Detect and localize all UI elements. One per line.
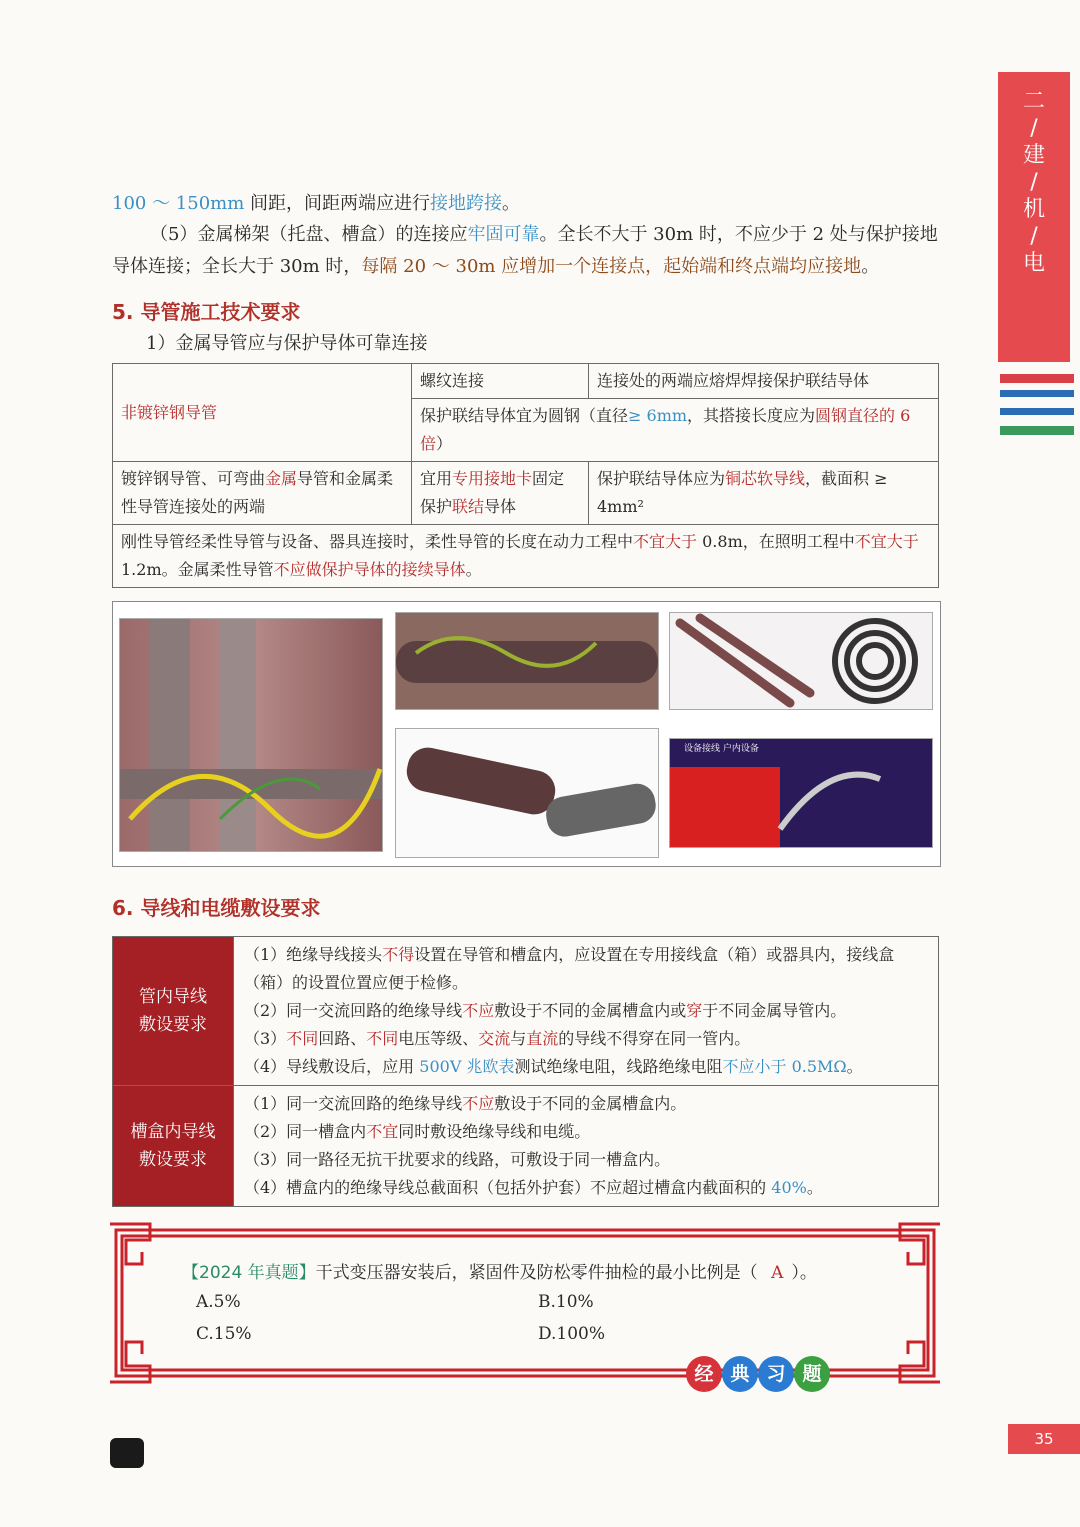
- question-text: 干式变压器安装后，紧固件及防松零件抽检的最小比例是（: [315, 1263, 758, 1283]
- row-head-in-conduit: 管内导线 敷设要求: [113, 937, 234, 1086]
- text-segment: 。: [861, 256, 880, 277]
- text-segment: 牢固可靠: [467, 224, 540, 245]
- text-segment: 专用接地卡: [452, 469, 533, 488]
- text-segment: 不宜大于: [633, 532, 698, 551]
- row-body-in-trunking: [234, 1086, 939, 1207]
- exercise-tag: 【2024 年真题】: [182, 1263, 316, 1283]
- text-segment: （2）同一槽盒内: [244, 1122, 367, 1141]
- text-segment: 保护联结导体应为: [597, 469, 726, 488]
- text-segment: 与: [510, 1029, 527, 1048]
- list-item: [244, 1053, 928, 1081]
- photo-panel: [112, 601, 941, 867]
- text-segment: 交流: [478, 1029, 511, 1048]
- text-segment: 不应: [462, 1094, 495, 1113]
- text-segment: 穿: [686, 1001, 703, 1020]
- wiring-table: [112, 936, 939, 1207]
- page-number: 35: [1008, 1424, 1080, 1454]
- text-segment: 非镀锌钢导管: [121, 402, 218, 422]
- photo-pipe-wire: [395, 612, 659, 710]
- text-segment: 保护联结导体宜为圆钢（直径: [420, 406, 629, 425]
- row-body-in-conduit: [234, 937, 939, 1086]
- text-segment: 圆钢直径的 6 倍: [420, 406, 911, 453]
- text-segment: 。: [502, 193, 521, 214]
- option-a: A.5%: [196, 1292, 241, 1312]
- stripe-red: [1000, 374, 1074, 383]
- cell-galvanized-pipe: [113, 462, 412, 525]
- section-5-title: 5. 导管施工技术要求: [112, 300, 301, 324]
- option-b: B.10%: [538, 1292, 594, 1312]
- conduit-table: [112, 363, 939, 588]
- text-segment: 电压等级、: [398, 1029, 479, 1048]
- text-segment: 导管和金属柔性导管连接处的两端: [121, 469, 394, 516]
- cell-round-steel: [412, 399, 939, 462]
- badge-char-2: 典: [722, 1356, 758, 1392]
- text-segment: ≥ 6mm: [628, 406, 688, 425]
- text-segment: 接地跨接: [430, 193, 503, 214]
- text-segment: ，其搭接长度应为: [687, 406, 816, 425]
- text-segment: 的导线不得穿在同一管内。: [558, 1029, 751, 1048]
- stripe-blue-2: [1000, 408, 1074, 415]
- text-segment: （1）绝缘导线接头: [244, 945, 383, 964]
- cell-weld-requirement: 连接处的两端应熔焊焊接保护联结导体: [589, 364, 939, 399]
- text-segment: 设置在导管和槽盒内，应设置在专用接线盒（箱）或器具内，接线盒（箱）的设置位置应便于检修。: [244, 945, 895, 992]
- text-segment: 0.8m，在照明工程中: [697, 532, 855, 551]
- list-item: [244, 1118, 928, 1146]
- stripe-green: [1000, 426, 1074, 435]
- text-segment: 。: [806, 1178, 823, 1197]
- option-d: D.100%: [538, 1324, 606, 1344]
- text-segment: 500V 兆欧表: [419, 1057, 515, 1076]
- text-segment: ，截面积 ≥ 4mm²: [597, 469, 888, 516]
- text-segment: 。: [465, 560, 482, 579]
- list-item: [244, 1025, 928, 1053]
- answer-text: A: [771, 1263, 784, 1283]
- text-segment: 不同: [286, 1029, 319, 1048]
- text-segment: 刚性导管经柔性导管与设备、器具连接时，柔性导管的长度在动力工程中: [121, 532, 634, 551]
- text-segment: 不应: [462, 1001, 495, 1020]
- text-segment: 同时敷设绝缘导线和电缆。: [398, 1122, 591, 1141]
- text-segment: 镀锌钢导管、可弯曲: [121, 469, 266, 488]
- text-segment: 不同: [366, 1029, 399, 1048]
- stripe-blue-1: [1000, 390, 1074, 397]
- text-segment: 敷设于不同的金属槽盒内或: [494, 1001, 687, 1020]
- text-segment: 导体: [484, 497, 517, 516]
- intro-line: [112, 188, 942, 220]
- text-segment: 不宜: [366, 1122, 399, 1141]
- badge-char-1: 经: [686, 1356, 722, 1392]
- text-segment: 不宜大于: [854, 532, 919, 551]
- exercise-question: [182, 1258, 902, 1283]
- text-segment: 。: [846, 1057, 863, 1076]
- text-segment: 敷设于不同的金属槽盒内。: [494, 1094, 687, 1113]
- cell-ungalvanized-pipe: [113, 364, 412, 462]
- text-segment: （4）槽盒内的绝缘导线总截面积（包括外护套）不应超过槽盒内截面积的: [244, 1178, 772, 1197]
- photo-flexible-conduit: [669, 612, 933, 710]
- badge-char-4: 题: [794, 1356, 830, 1392]
- text-segment: 每隔 20 ～ 30m 应增加一个连接点，起始端和终点端均应接地: [361, 256, 862, 277]
- text-segment: （1）同一交流回路的绝缘导线: [244, 1094, 463, 1113]
- list-item: [244, 941, 928, 997]
- cell-flexible-conduit-note: [113, 525, 939, 588]
- question-end: ）。: [791, 1263, 817, 1283]
- photo-metal-conduit: [395, 728, 659, 858]
- cell-grounding-clamp: [412, 462, 589, 525]
- text-segment: 回路、: [318, 1029, 367, 1048]
- text-segment: 固定保护: [420, 469, 565, 516]
- cell-thread-connection: 螺纹连接: [412, 364, 589, 399]
- exercise-box: [110, 1222, 940, 1384]
- option-c: C.15%: [196, 1324, 252, 1344]
- text-segment: 测试绝缘电阻，线路绝缘电阻: [514, 1057, 723, 1076]
- text-segment: 40%: [771, 1178, 807, 1197]
- text-segment: （3）: [244, 1029, 287, 1048]
- text-segment: ）: [436, 434, 453, 453]
- publisher-logo: [110, 1438, 144, 1468]
- intro-item-5: [112, 219, 942, 283]
- text-segment: 直流: [526, 1029, 559, 1048]
- list-item: [244, 1146, 928, 1174]
- text-segment: （5）金属梯架（托盘、槽盒）的连接应: [150, 224, 468, 245]
- list-item: [244, 1174, 928, 1202]
- text-segment: 不应小于 0.5MΩ: [722, 1057, 847, 1076]
- text-segment: 宜用: [420, 469, 453, 488]
- text-segment: 不应做保护导体的接续导体: [273, 560, 466, 579]
- list-item: [244, 997, 928, 1025]
- text-segment: （4）导线敷设后，应用: [244, 1057, 420, 1076]
- text-segment: 间距，间距两端应进行: [244, 193, 431, 214]
- list-item: [244, 1090, 928, 1118]
- chapter-side-tab-label: 二 / 建 / 机 / 电: [1022, 89, 1045, 276]
- text-segment: 1.2m。金属柔性导管: [121, 560, 274, 579]
- text-segment: 于不同金属导管内。: [702, 1001, 847, 1020]
- photo-caption: 设备接线 户内设备: [684, 744, 759, 754]
- text-segment: 联结: [452, 497, 485, 516]
- section-5-subtitle: 1）金属导管应与保护导体可靠连接: [146, 333, 428, 354]
- text-segment: 铜芯软导线: [725, 469, 806, 488]
- text-segment: （2）同一交流回路的绝缘导线: [244, 1001, 463, 1020]
- row-head-in-trunking: 槽盒内导线 敷设要求: [113, 1086, 234, 1207]
- text-segment: 。全长不大于 30m 时，不应少于 2 处与保护接地导体连接；全长大于 30m 时，: [112, 224, 938, 277]
- text-segment: 不得: [382, 945, 415, 964]
- text-segment: 100 ～ 150mm: [112, 193, 245, 214]
- photo-grounding-jumper: [119, 618, 383, 852]
- text-segment: （3）同一路径无抗干扰要求的线路，可敷设于同一槽盒内。: [244, 1150, 671, 1169]
- text-segment: 金属: [265, 469, 298, 488]
- badge-char-3: 习: [758, 1356, 794, 1392]
- section-6-title: 6. 导线和电缆敷设要求: [112, 896, 321, 920]
- cell-copper-wire: [589, 462, 939, 525]
- photo-equipment: [669, 738, 933, 848]
